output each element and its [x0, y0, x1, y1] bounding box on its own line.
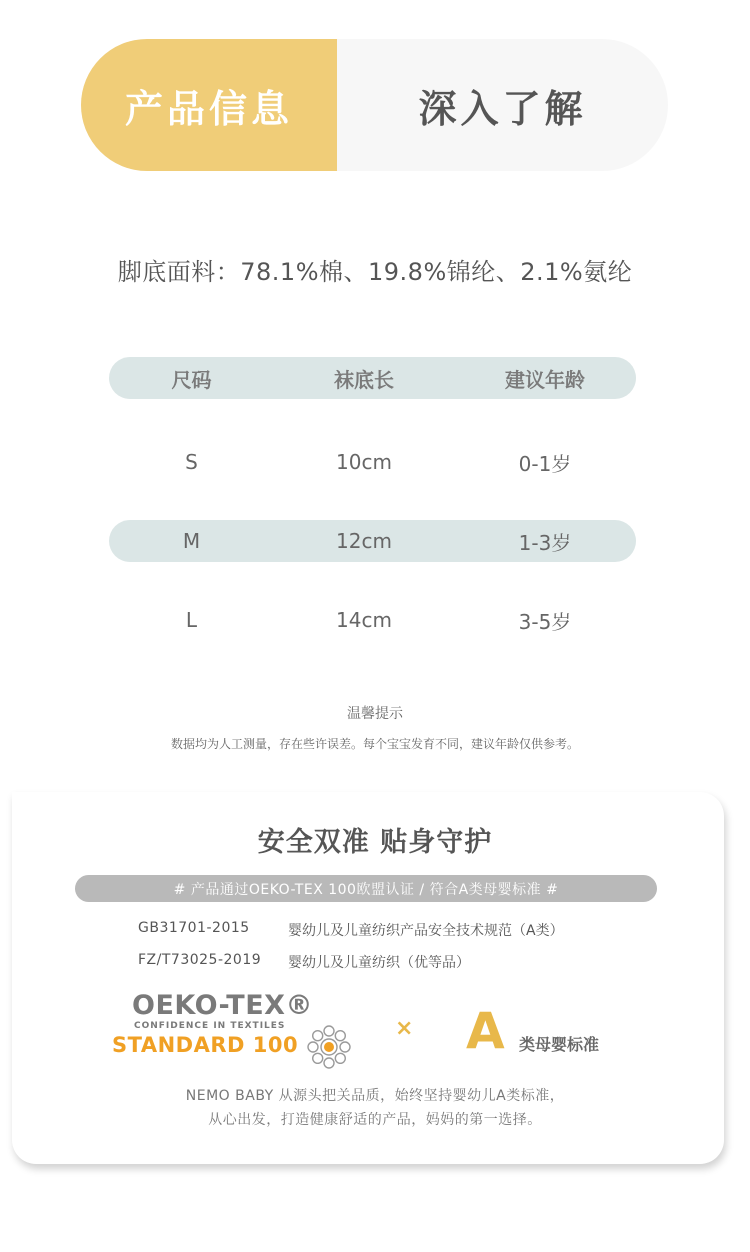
oeko-flower-icon [306, 1024, 352, 1070]
a-class-text: 类母婴标准 [519, 1035, 600, 1054]
tip-title: 温馨提示 [347, 706, 403, 722]
section-header [81, 39, 668, 171]
oeko-title: OEKO-TEX® [132, 990, 313, 1021]
slogan-line: NEMO BABY 从源头把关品质，始终坚持婴幼儿A类标准， [185, 1088, 565, 1104]
table-cell: S [185, 450, 198, 474]
tab-learn-more[interactable]: 深入了解 [418, 86, 587, 131]
table-cell: 3-5岁 [518, 609, 572, 634]
material-composition: 脚底面料：78.1%棉、19.8%锦纶、2.1%氨纶 [117, 258, 633, 286]
column-header-age: 建议年龄 [505, 367, 585, 392]
column-header-sole-length: 袜底长 [334, 367, 394, 392]
oeko-subtitle: CONFIDENCE IN TEXTILES [134, 1021, 286, 1031]
size-table [109, 357, 636, 641]
table-row [109, 441, 636, 483]
table-header-row [109, 357, 636, 399]
standard-code: GB31701-2015 [138, 920, 250, 936]
table-cell: 0-1岁 [518, 451, 572, 476]
certification-bar: # 产品通过OEKO-TEX 100欧盟认证 / 符合A类母婴标准 # [75, 875, 657, 902]
table-row [109, 599, 636, 641]
slogan-line: 从心出发，打造健康舒适的产品，妈妈的第一选择。 [208, 1112, 542, 1128]
tip-text: 数据均为人工测量，存在些许误差。每个宝宝发育不同，建议年龄仅供参考。 [170, 737, 579, 751]
column-header-size: 尺码 [171, 367, 212, 392]
times-icon: × [395, 1016, 414, 1041]
table-cell: 1-3岁 [518, 530, 572, 555]
table-cell: 10cm [336, 450, 392, 474]
table-cell: 14cm [336, 608, 392, 632]
safety-title: 安全双准 贴身守护 [257, 827, 493, 858]
standard-row [138, 952, 470, 972]
table-row [109, 520, 636, 562]
standard-row [138, 920, 564, 940]
tab-product-info[interactable]: 产品信息 [81, 39, 337, 171]
standard-desc: 婴幼儿及儿童纺织（优等品） [288, 955, 470, 971]
standard-code: FZ/T73025-2019 [138, 952, 262, 968]
oeko-tex-logo [112, 990, 362, 1070]
a-letter: A [466, 1002, 505, 1060]
table-cell: 12cm [336, 529, 392, 553]
standard-desc: 婴幼儿及儿童纺织产品安全技术规范（A类） [288, 923, 564, 939]
table-cell: M [182, 529, 201, 553]
oeko-standard: STANDARD 100 [112, 1033, 299, 1057]
table-cell: L [185, 608, 198, 632]
